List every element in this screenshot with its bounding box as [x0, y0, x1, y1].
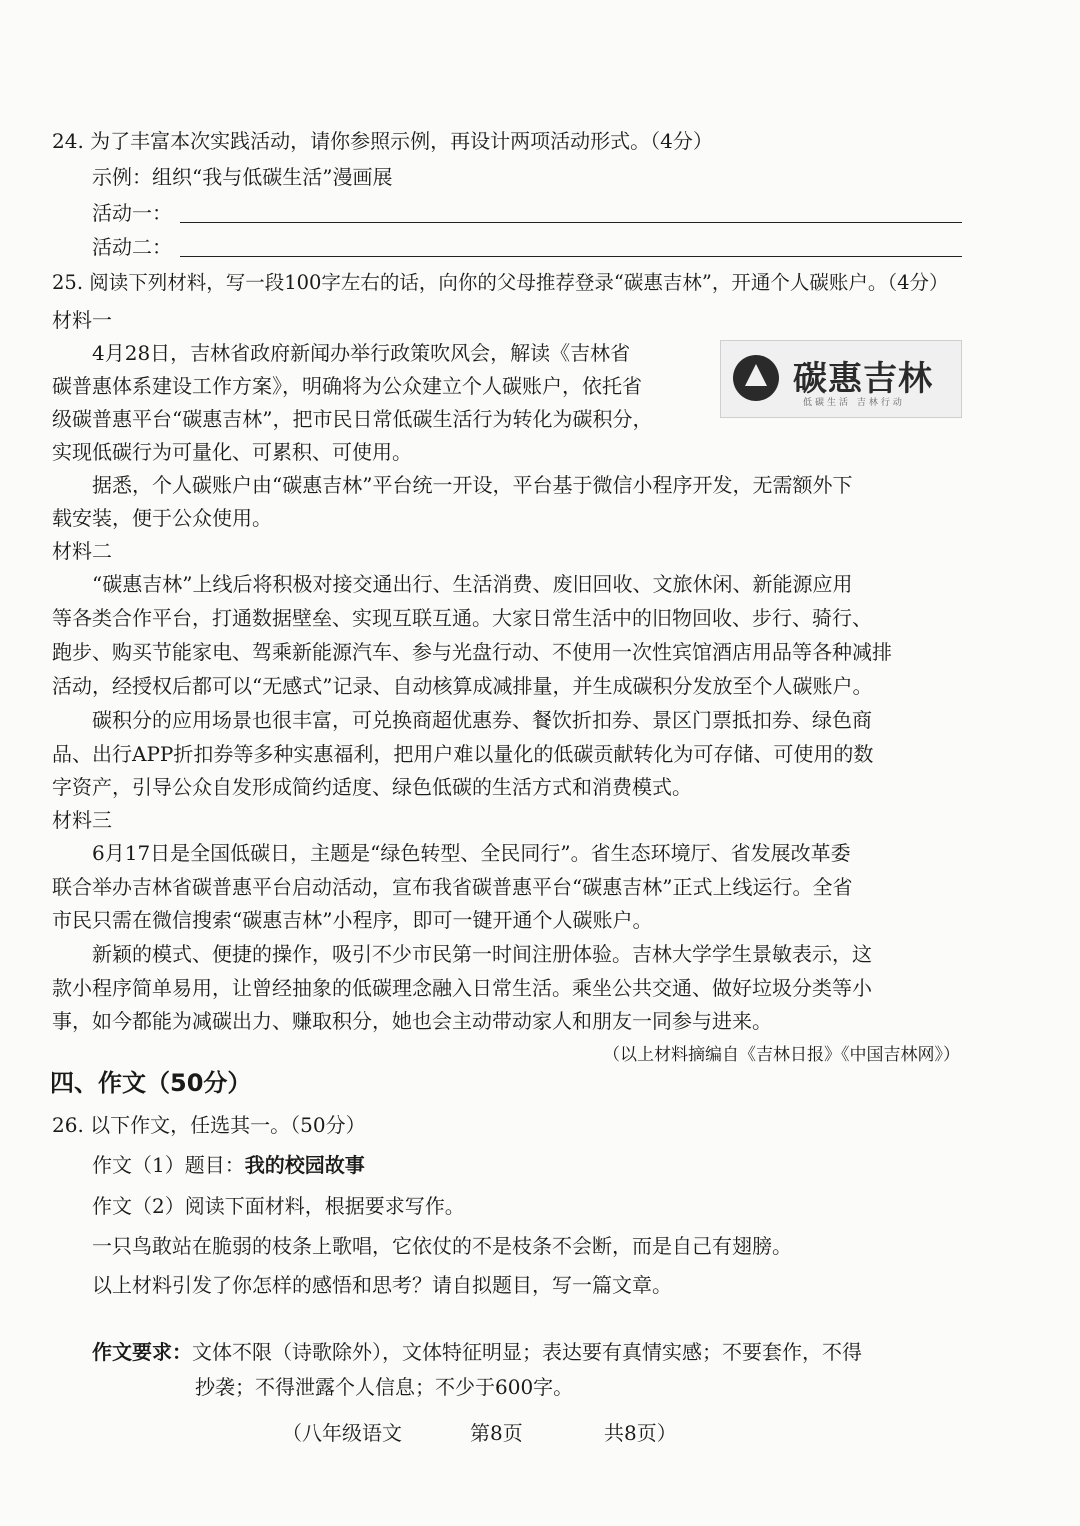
activity-2-label: 活动二： — [92, 235, 172, 259]
q24-example: 示例：组织“我与低碳生活”漫画展 — [92, 165, 393, 189]
m1-line-2: 碳普惠体系建设工作方案》，明确将为公众建立个人碳账户，依托省 — [52, 374, 642, 398]
activity-1-blank[interactable] — [180, 222, 962, 223]
m1-line-4: 实现低碳行为可量化、可累积、可使用。 — [52, 440, 412, 464]
m1-line-5: 据悉，个人碳账户由“碳惠吉林”平台统一开设，平台基于微信小程序开发，无需额外下 — [92, 473, 853, 497]
tanhui-jilin-logo — [720, 340, 962, 418]
material-1-title: 材料一 — [52, 308, 112, 332]
essay-material: 一只鸟敢站在脆弱的枝条上歌唱，它依仗的不是枝条不会断，而是自己有翅膀。 — [92, 1234, 792, 1258]
essay-prompt: 以上材料引发了你怎样的感悟和思考？请自拟题目，写一篇文章。 — [92, 1273, 672, 1297]
carbon-leaf-icon — [733, 355, 779, 401]
material-3-title: 材料三 — [52, 808, 112, 832]
m3-line-4: 新颖的模式、便捷的操作，吸引不少市民第一时间注册体验。吉林大学学生景敏表示，这 — [92, 942, 872, 966]
m3-line-6: 事，如今都能为减碳出力、赚取积分，她也会主动带动家人和朋友一同参与进来。 — [52, 1009, 772, 1033]
m3-line-2: 联合举办吉林省碳普惠平台启动活动，宣布我省碳普惠平台“碳惠吉林”正式上线运行。全省 — [52, 875, 853, 899]
logo-slogan: 低碳生活 吉林行动 — [803, 398, 905, 408]
m3-line-1: 6月17日是全国低碳日，主题是“绿色转型、全民同行”。省生态环境厅、省发展改革委 — [92, 841, 851, 865]
requirements-line-2: 抄袭；不得泄露个人信息；不少于600字。 — [195, 1375, 574, 1399]
footer-subject: （八年级语文 — [282, 1421, 402, 1445]
logo-name: 碳惠吉林 — [793, 359, 933, 399]
m1-line-3: 级碳普惠平台“碳惠吉林”，把市民日常低碳生活行为转化为碳积分， — [52, 407, 653, 431]
activity-2-blank[interactable] — [180, 256, 962, 257]
m2-line-4: 活动，经授权后都可以“无感式”记录、自动核算成减排量，并生成碳积分发放至个人碳账户。 — [52, 674, 873, 698]
footer-total-pages: 共8页） — [604, 1421, 677, 1445]
question-24: 24. 为了丰富本次实践活动，请你参照示例，再设计两项活动形式。（4分） — [52, 129, 713, 153]
m2-line-1: “碳惠吉林”上线后将积极对接交通出行、生活消费、废旧回收、文旅休闲、新能源应用 — [92, 572, 853, 596]
essay-1-title: 我的校园故事 — [244, 1153, 365, 1177]
section-4-heading: 四、作文（50分） — [50, 1069, 252, 1097]
question-25: 25. 阅读下列材料，写一段100字左右的话，向你的父母推荐登录“碳惠吉林”，开通个人碳账户。（4分） — [52, 271, 949, 294]
m1-line-6: 载安装，便于公众使用。 — [52, 506, 272, 530]
m2-line-2: 等各类合作平台，打通数据壁垒、实现互联互通。大家日常生活中的旧物回收、步行、骑行、 — [52, 606, 872, 630]
footer-page-number: 第8页 — [470, 1421, 523, 1445]
materials-source: （以上材料摘编自《吉林日报》《中国吉林网》） — [603, 1045, 960, 1065]
m2-line-5: 碳积分的应用场景也很丰富，可兑换商超优惠券、餐饮折扣券、景区门票抵扣券、绿色商 — [92, 708, 872, 732]
requirements-label: 作文要求： — [92, 1340, 192, 1364]
essay-requirements — [92, 1337, 1002, 1367]
m3-line-5: 款小程序简单易用，让曾经抽象的低碳理念融入日常生活。乘坐公共交通、做好垃圾分类等小 — [52, 976, 872, 1000]
requirements-line-1: 文体不限（诗歌除外），文体特征明显；表达要有真情实感；不要套作，不得 — [192, 1340, 862, 1364]
question-26: 26. 以下作文，任选其一。（50分） — [52, 1113, 366, 1137]
m2-line-3: 跑步、购买节能家电、驾乘新能源汽车、参与光盘行动、不使用一次性宾馆酒店用品等各种减排 — [52, 640, 892, 664]
activity-1-label: 活动一： — [92, 201, 172, 225]
essay-1-prefix: 作文（1）题目： — [92, 1153, 245, 1177]
m1-line-1: 4月28日，吉林省政府新闻办举行政策吹风会，解读《吉林省 — [92, 341, 631, 365]
material-2-title: 材料二 — [52, 539, 112, 563]
m3-line-3: 市民只需在微信搜索“碳惠吉林”小程序，即可一键开通个人碳账户。 — [52, 908, 653, 932]
m2-line-6: 品、出行APP折扣券等多种实惠福利，把用户难以量化的低碳贡献转化为可存储、可使用的数 — [52, 742, 874, 766]
m2-line-7: 字资产，引导公众自发形成简约适度、绿色低碳的生活方式和消费模式。 — [52, 775, 692, 799]
essay-1 — [92, 1150, 1002, 1180]
essay-2: 作文（2）阅读下面材料，根据要求写作。 — [92, 1194, 465, 1218]
